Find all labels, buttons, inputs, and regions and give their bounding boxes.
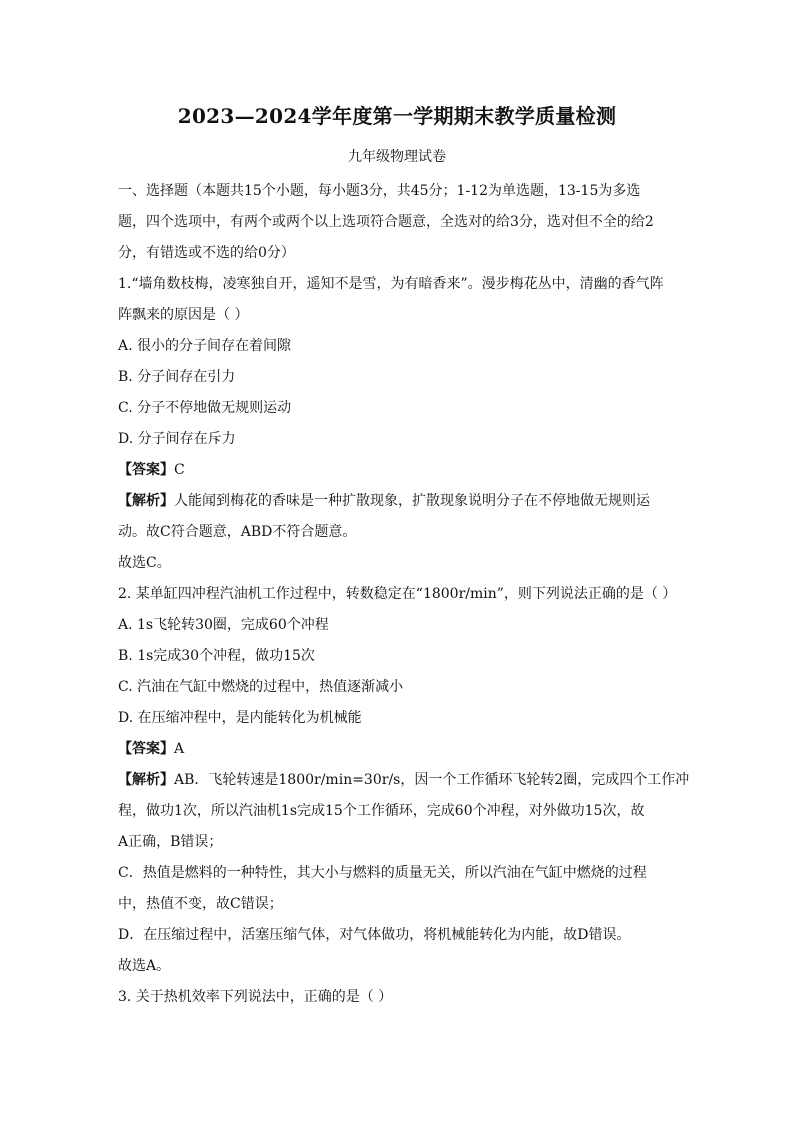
question-1-stem: 阵飘来的原因是（ ）	[118, 307, 249, 323]
question-2-analysis-line: A正确，B错误；	[118, 834, 223, 850]
question-2-option-b: B. 1s完成30个冲程，做功15次	[118, 648, 315, 664]
analysis-label: 【解析】	[118, 493, 174, 509]
question-2-option-c: C. 汽油在气缸中燃烧的过程中，热值逐渐减小	[118, 679, 404, 695]
answer-value: C	[174, 462, 185, 478]
page-subtitle: 九年级物理试卷	[348, 149, 446, 165]
question-1-analysis	[118, 486, 684, 517]
question-2-option-a: A. 1s飞轮转30圈，完成60个冲程	[118, 617, 329, 633]
question-2-option-d: D. 在压缩冲程中，是内能转化为机械能	[118, 710, 362, 726]
question-1-option-d: D. 分子间存在斥力	[118, 431, 236, 447]
question-2-analysis-line: D．在压缩过程中，活塞压缩气体，对气体做功，将机械能转化为内能，故D错误。	[118, 927, 631, 943]
section-instructions-line: 题，四个选项中，有两个或两个以上选项符合题意，全选对的给3分，选对但不全的给2	[118, 214, 654, 230]
question-2-analysis-line: 中，热值不变，故C错误；	[118, 896, 283, 912]
answer-value: A	[174, 741, 185, 757]
answer-label: 【答案】	[118, 462, 174, 478]
question-1-option-a: A. 很小的分子间存在着间隙	[118, 338, 292, 354]
question-2-analysis-line: C．热值是燃料的一种特性，其大小与燃料的质量无关，所以汽油在气缸中燃烧的过程	[118, 865, 647, 881]
question-1-option-c: C. 分子不停地做无规则运动	[118, 400, 292, 416]
section-instructions-line: 分，有错选或不选的给0分）	[118, 245, 295, 261]
question-1-option-b: B. 分子间存在引力	[118, 369, 236, 385]
question-2-stem: 2. 某单缸四冲程汽油机工作过程中，转数稳定在“1800r/min”，则下列说法正确的是（ ）	[118, 586, 677, 602]
question-2-analysis	[118, 765, 690, 796]
document-body	[118, 176, 690, 1013]
question-1-conclusion: 故选C。	[118, 555, 171, 571]
question-2-answer	[118, 734, 684, 765]
page-title: 2023—2024学年度第一学期期末教学质量检测	[177, 104, 617, 128]
question-2-conclusion: 故选A。	[118, 958, 171, 974]
question-1-answer	[118, 455, 684, 486]
question-2-analysis-line: 程，做功1次，所以汽油机1s完成15个工作循环，完成60个冲程，对外做功15次，故	[118, 803, 645, 819]
section-instructions-line: 一、选择题（本题共15个小题，每小题3分，共45分；1-12为单选题，13-15为多选	[118, 183, 641, 199]
analysis-label: 【解析】	[118, 772, 174, 788]
question-1-analysis-line: 动。故C符合题意，ABD不符合题意。	[118, 524, 357, 540]
question-3-stem: 3. 关于热机效率下列说法中，正确的是（ ）	[118, 989, 393, 1005]
answer-label: 【答案】	[118, 741, 174, 757]
question-1-stem: 1.“墙角数枝梅，凌寒独自开，遥知不是雪，为有暗香来”。漫步梅花丛中，清幽的香气阵	[118, 276, 664, 292]
analysis-text: AB．飞轮转速是1800r/min=30r/s，因一个工作循环飞轮转2圈，完成四个工作冲	[174, 772, 690, 788]
analysis-text: 人能闻到梅花的香味是一种扩散现象，扩散现象说明分子在不停地做无规则运	[174, 493, 650, 509]
